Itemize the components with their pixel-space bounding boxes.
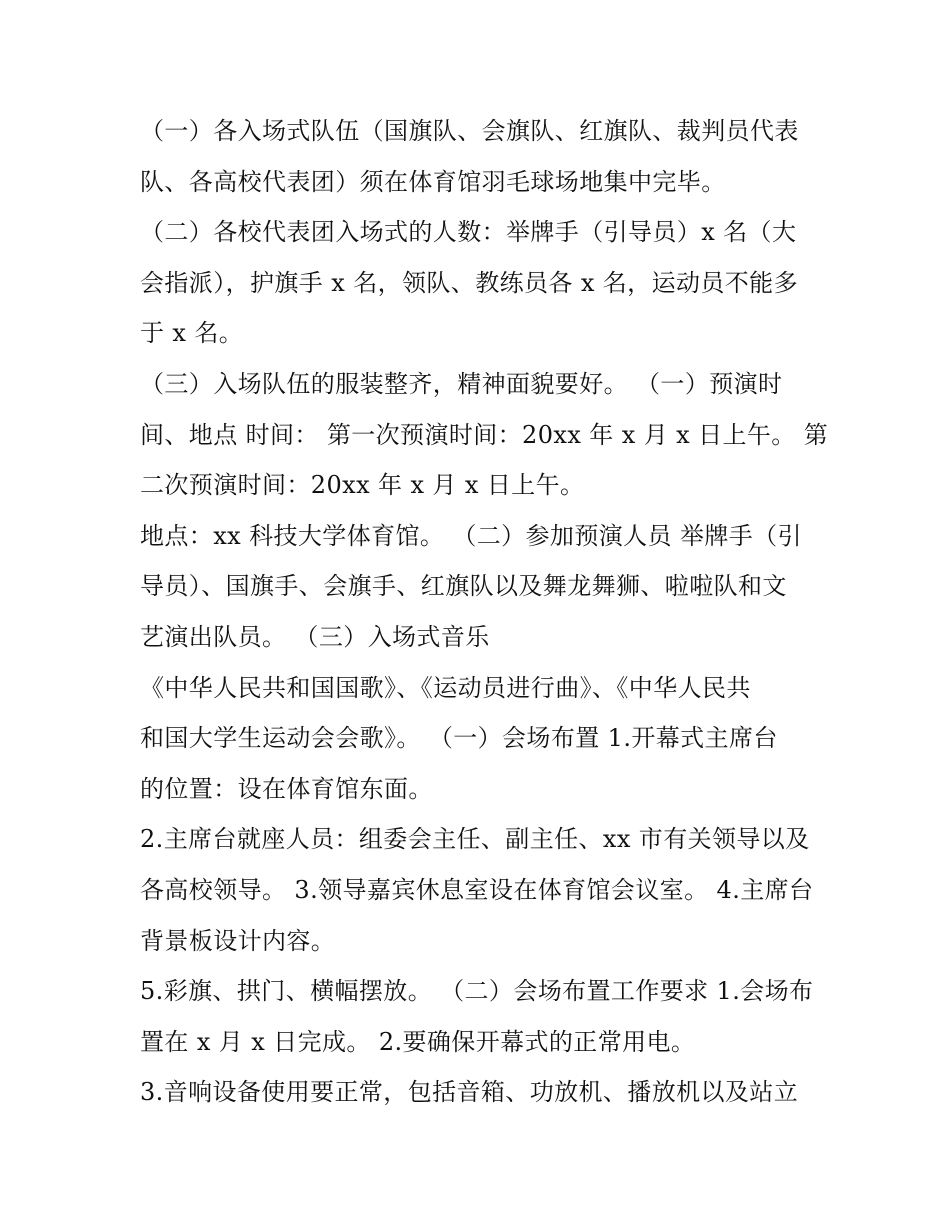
text-line: 的位置：设在体育馆东面。 xyxy=(140,774,433,803)
text-line: （三）入场队伍的服装整齐，精神面貌要好。 （一）预演时 xyxy=(140,369,783,398)
text-line: 会指派），护旗手 x 名，领队、教练员各 x 名，运动员不能多 xyxy=(140,268,798,297)
text-line: 各高校领导。 3.领导嘉宾休息室设在体育馆会议室。 4.主席台 xyxy=(140,875,814,904)
text-line: 5.彩旗、拱门、横幅摆放。 （二）会场布置工作要求 1.会场布 xyxy=(140,977,814,1006)
text-line: 艺演出队员。 （三）入场式音乐 xyxy=(140,622,490,651)
text-line: 二次预演时间：20xx 年 x 月 x 日上午。 xyxy=(140,471,585,500)
text-line: 背景板设计内容。 xyxy=(140,926,336,955)
text-line: 导员）、国旗手、会旗手、红旗队以及舞龙舞狮、啦啦队和文 xyxy=(140,572,787,601)
text-line: （一）各入场式队伍（国旗队、会旗队、红旗队、裁判员代表 xyxy=(140,117,799,145)
text-line: （二）各校代表团入场式的人数：举牌手（引导员）x 名（大 xyxy=(140,218,797,247)
text-line: 《中华人民共和国国歌》、《运动员进行曲》、《中华人民共 xyxy=(140,673,751,702)
text-line: 于 x 名。 xyxy=(140,319,244,348)
text-line: 间、地点 时间： 第一次预演时间：20xx 年 x 月 x 日上午。 第 xyxy=(140,420,829,449)
text-line: 队、各高校代表团）须在体育馆羽毛球场地集中完毕。 xyxy=(140,167,726,196)
text-line: 2.主席台就座人员：组委会主任、副主任、xx 市有关领导以及 xyxy=(140,825,810,854)
text-line: 3.音响设备使用要正常，包括音箱、功放机、播放机以及站立 xyxy=(140,1078,799,1107)
text-line: 地点：xx 科技大学体育馆。 （二）参加预演人员 举牌手（引 xyxy=(140,521,802,550)
document-body xyxy=(140,106,830,1118)
text-line: 置在 x 月 x 日完成。 2.要确保开幕式的正常用电。 xyxy=(140,1027,696,1056)
text-line: 和国大学生运动会会歌》。 （一）会场布置 1.开幕式主席台 xyxy=(140,724,778,753)
